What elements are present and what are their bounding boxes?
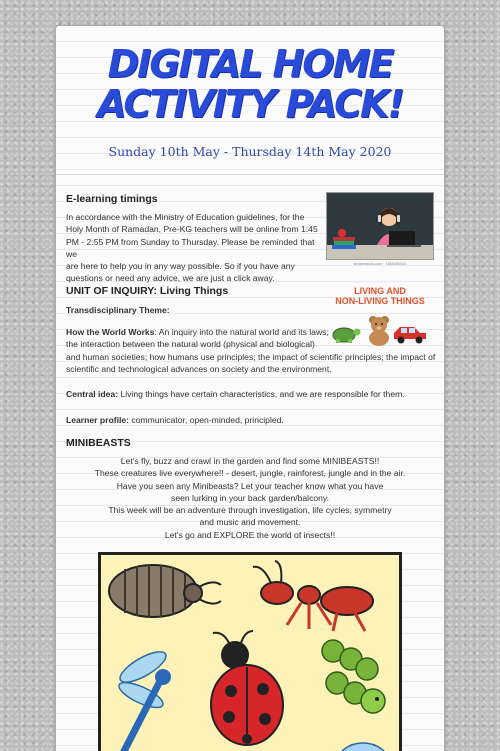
elearning-heading: E-learning timings <box>66 193 158 205</box>
elearning-line: are here to help you in any way possible. So if you have any <box>66 261 295 272</box>
elearning-line: PM - 2:55 PM from Sunday to Thursday. Please be reminded that we <box>66 236 315 259</box>
how-line: the interaction between the natural world (physical and biological) <box>66 339 315 350</box>
elearning-line: Holy Month of Ramadan, Pre-KG teachers will be online from 1:45 <box>66 224 318 235</box>
woodlouse-icon <box>109 565 221 617</box>
elearning-text <box>66 211 321 285</box>
ladybird-icon <box>211 631 283 745</box>
central-idea <box>66 388 438 400</box>
dragonfly-icon <box>116 646 171 751</box>
how-world-works-text <box>66 326 438 375</box>
page-title: DIGITAL HOME ACTIVITY PACK! <box>97 42 403 126</box>
minibeasts-line: and music and movement. <box>199 517 301 528</box>
minibeasts-text <box>76 455 424 541</box>
date-range: Sunday 10th May - Thursday 14th May 2020 <box>108 144 392 159</box>
minibeasts-line: Let's fly, buzz and crawl in the garden and find some MINIBEASTS!! <box>120 456 380 466</box>
learner-profile <box>66 414 438 426</box>
section-divider <box>56 174 444 175</box>
minibeasts-line: This week will be an adventure through investigation, life cycles, symmetry <box>108 505 392 516</box>
central-text: Living things have certain characteristics, and we are responsible for them. <box>118 389 405 399</box>
newsletter-paper <box>56 26 444 751</box>
minibeasts-line: Have you seen any Minibeasts? Let your teacher know what you have <box>116 480 384 491</box>
caterpillar-icon <box>322 640 385 713</box>
central-label: Central idea: <box>66 389 119 399</box>
image-title-line: NON-LIVING THINGS <box>335 296 425 306</box>
girl-laptop-illustration <box>327 193 434 260</box>
profile-label: Learner profile: <box>66 415 130 425</box>
elearning-photo <box>326 192 434 260</box>
ant-icon <box>253 561 373 631</box>
minibeasts-image <box>98 552 402 751</box>
minibeasts-illustration <box>101 555 399 751</box>
minibeasts-line: seen lurking in your back garden/balcony. <box>171 492 329 503</box>
how-label: How the World Works <box>66 327 155 337</box>
elearning-line: In accordance with the Ministry of Education guidelines, for the <box>66 212 305 222</box>
inquiry-heading: UNIT OF INQUIRY: Living Things <box>66 285 229 297</box>
minibeasts-line: Let's go and EXPLORE the world of insects!! <box>164 529 336 540</box>
minibeasts-heading: MINIBEASTS <box>66 437 131 449</box>
elearning-line: questions or need any advice, we are just a click away. <box>66 273 275 284</box>
how-line: : An inquiry into the natural world and its laws; <box>154 327 329 337</box>
photo-caption: shutterstock.com · 1665460930 <box>353 262 407 266</box>
butterfly-icon <box>337 743 389 751</box>
how-line: and human societies; how humans use principles; the impact of scientific principles; the impact of <box>66 351 436 362</box>
profile-text: communicator, open-minded, principled. <box>129 415 284 425</box>
theme-label: Transdisciplinary Theme: <box>66 305 170 315</box>
image-title-line: LIVING AND <box>354 286 406 296</box>
minibeasts-line: These creatures live everywhere!! - desert, jungle, rainforest, jungle and in the air. <box>94 468 406 479</box>
how-line: scientific and technological advances on society and the environment. <box>66 363 332 374</box>
